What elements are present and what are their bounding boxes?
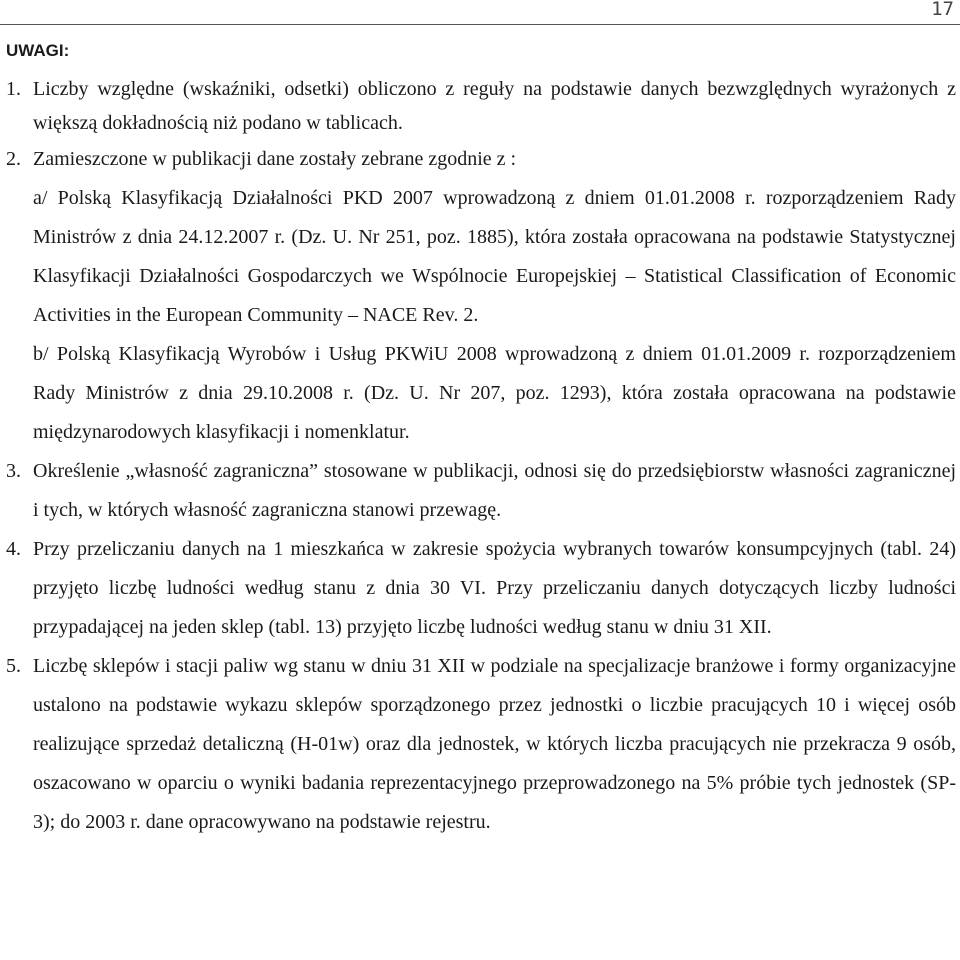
note-number: 1.	[6, 78, 21, 100]
note-4	[6, 530, 956, 647]
note-number: 5.	[6, 655, 21, 677]
note-text: Przy przeliczaniu danych na 1 mieszkańca w zakresie spożycia wybranych towarów konsumpcyjnych (tabl. 24) przyjęto liczbę ludności według stanu z dnia 30 VI. Przy przeliczaniu danych dotyczących liczby ludności przypadającej na jeden sklep (tabl. 13) przyjęto liczbę ludności według stanu w dniu 31 XII.	[33, 538, 956, 638]
note-text: Zamieszczone w publikacji dane zostały zebrane zgodnie z :	[33, 148, 517, 170]
note-subitem-b: b/ Polską Klasyfikacją Wyrobów i Usług PKWiU 2008 wprowadzoną z dniem 01.01.2009 r. rozporządzeniem Rady Ministrów z dnia 29.10.2008 r. (Dz. U. Nr 207, poz. 1293), która została opracowana na podstawie międzynarodowych klasyfikacji i nomenklatur.	[33, 343, 956, 443]
header-rule	[0, 24, 960, 25]
notes-section	[6, 40, 956, 842]
note-1	[6, 72, 956, 140]
note-text: Liczby względne (wskaźniki, odsetki) obliczono z reguły na podstawie danych bezwzględnych wyrażonych z większą dokładnością niż podano w tablicach.	[33, 78, 956, 134]
note-subitem-a: a/ Polską Klasyfikacją Działalności PKD 2007 wprowadzoną z dniem 01.01.2008 r. rozporządzeniem Rady Ministrów z dnia 24.12.2007 r. (Dz. U. Nr 251, poz. 1885), która została opracowana na podstawie Statystycznej Klasyfikacji Działalności Gospodarczych we Wspólnocie Europejskiej – Statistical Classification of Economic Activities in the European Community – NACE Rev. 2.	[33, 187, 956, 326]
note-5	[6, 647, 956, 842]
note-number: 3.	[6, 460, 21, 482]
note-number: 2.	[6, 148, 21, 170]
page-number: 17	[931, 0, 954, 20]
notes-heading: UWAGI:	[6, 41, 70, 60]
note-number: 4.	[6, 538, 21, 560]
note-3	[6, 452, 956, 530]
note-2	[6, 140, 956, 452]
note-text: Określenie „własność zagraniczna” stosowane w publikacji, odnosi się do przedsiębiorstw własności zagranicznej i tych, w których własność zagraniczna stanowi przewagę.	[33, 460, 956, 521]
note-text: Liczbę sklepów i stacji paliw wg stanu w dniu 31 XII w podziale na specjalizacje branżowe i formy organizacyjne ustalono na podstawie wykazu sklepów sporządzonego przez jednostki o liczbie pracujących 10 i więcej osób realizujące sprzedaż detaliczną (H-01w) oraz dla jednostek, w których liczba pracujących nie przekracza 9 osób, oszacowano w oparciu o wyniki badania reprezentacyjnego przeprowadzonego na 5% próbie tych jednostek (SP-3); do 2003 r. dane opracowywano na podstawie rejestru.	[33, 655, 956, 833]
